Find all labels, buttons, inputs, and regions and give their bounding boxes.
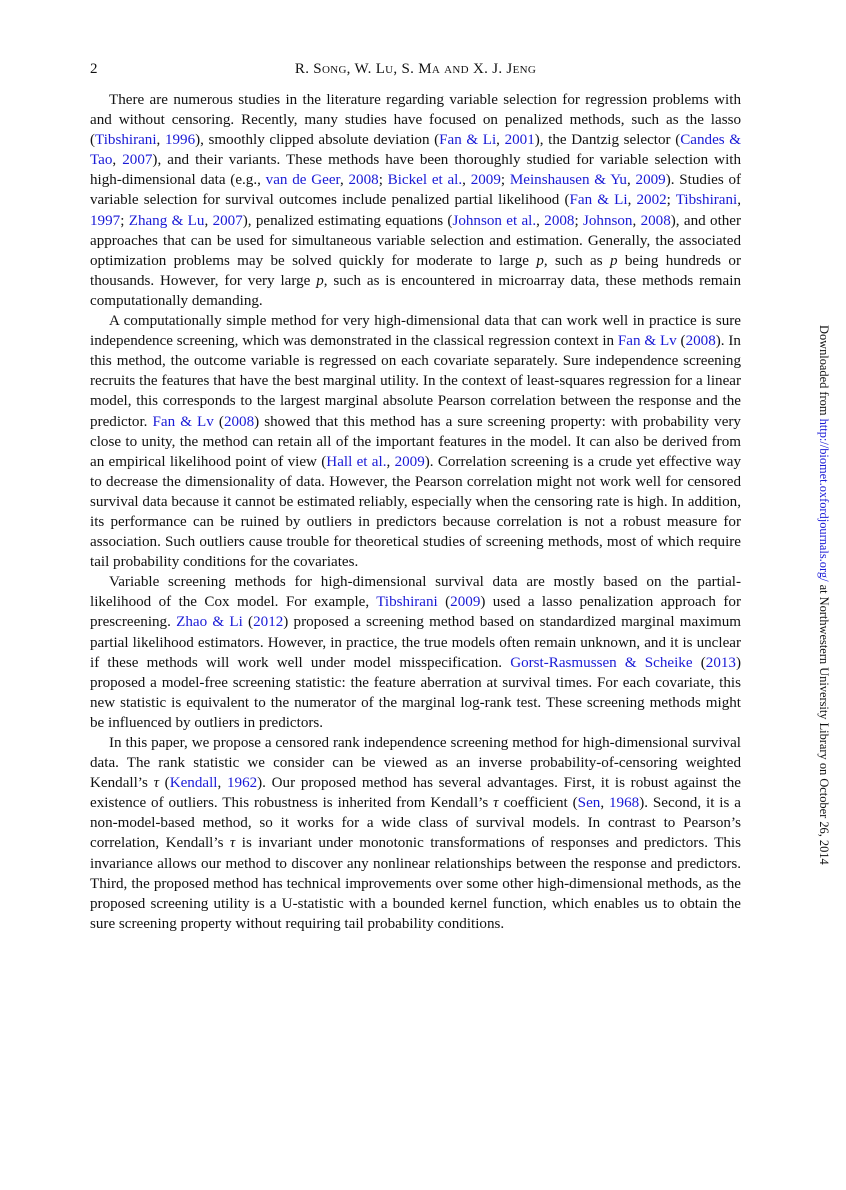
- citation-link[interactable]: 2008: [223, 413, 255, 430]
- citation-link[interactable]: Tibshirani: [95, 132, 157, 149]
- text-run: being hundreds or thousands. However, for very large: [90, 252, 741, 289]
- text-run: ,: [600, 795, 609, 812]
- text-run: ,: [536, 212, 545, 229]
- text-run: Variable screening methods for high-dimensional survival data are mostly based on the partial-likelihood of the Cox model. For example,: [90, 574, 741, 611]
- sidebar-suffix: at Northwestern University Library on October 26, 2014: [817, 581, 831, 865]
- text-run: ). Correlation screening is a crude yet effective way to decrease the dimensionality of data. However, the Pearson correlation might not work well for censored survival data because it cannot be estimated reliably, especially when the censoring rate is high. In addition, its performance can be ruined by outliers in predictors because correlation is not a robust measure for association. Such outliers cause trouble for theoretical studies of screening methods, most of which require tail probability conditions for the covariates.: [90, 453, 742, 571]
- text-run: ;: [666, 192, 676, 209]
- citation-link[interactable]: 2008: [685, 333, 716, 350]
- math-symbol: p: [316, 272, 324, 289]
- citation-link[interactable]: 1997: [90, 212, 121, 229]
- citation-link[interactable]: Sen: [577, 795, 601, 812]
- text-run: ). Our proposed method has several advantages. First, it is robust against the existence of outliers. This robustness is inherited from Kendall’s: [90, 775, 742, 812]
- text-run: ,: [627, 192, 637, 209]
- citation-link[interactable]: Kendall: [169, 775, 218, 792]
- citation-link[interactable]: 2009: [394, 453, 425, 470]
- math-symbol: p: [536, 252, 544, 269]
- math-symbol: p: [609, 252, 618, 269]
- text-run: ). Second, it is a non-model-based method, so it works for a wide class of survival models. In contrast to Pearson’s correlation, Kendall’s: [90, 795, 741, 852]
- text-run: ,: [386, 453, 395, 470]
- citation-link[interactable]: Johnson et al.: [452, 212, 537, 229]
- text-run: ;: [500, 172, 510, 189]
- citation-link[interactable]: Bickel et al.: [387, 172, 463, 189]
- citation-link[interactable]: Hall et al.: [326, 453, 387, 470]
- math-symbol: τ: [493, 795, 499, 812]
- text-run: ,: [462, 172, 471, 189]
- citation-link[interactable]: Zhao & Li: [176, 614, 243, 631]
- text-run: ;: [378, 172, 388, 189]
- citation-link[interactable]: 2002: [636, 192, 667, 209]
- citation-link[interactable]: 2009: [470, 172, 501, 189]
- text-run: ) used a lasso penalization approach for prescreening.: [90, 594, 741, 631]
- text-run: (: [437, 594, 451, 611]
- text-run: A computationally simple method for very high-dimensional data that can work well in practice is sure independence screening, which was demonstrated in the classical regression context in: [90, 313, 741, 350]
- paragraph-1: [90, 90, 741, 311]
- text-run: ,: [632, 212, 641, 229]
- text-run: ,: [112, 152, 123, 169]
- running-head: R. Song, W. Lu, S. Ma and X. J. Jeng: [294, 61, 537, 77]
- text-run: ), and their variants. These methods have been thoroughly studied for variable selection with high-dimensional data (e.g.,: [90, 152, 742, 189]
- citation-link[interactable]: Gorst-Rasmussen & Scheike: [510, 654, 693, 671]
- citation-link[interactable]: 2009: [450, 594, 481, 611]
- text-run: ), smoothly clipped absolute deviation (: [195, 132, 440, 149]
- text-run: , such as is encountered in microarray data, these methods remain computationally demanding.: [90, 272, 741, 309]
- citation-link[interactable]: Tibshirani: [675, 192, 738, 209]
- math-symbol: τ: [229, 835, 236, 852]
- sidebar-prefix: Downloaded from: [817, 325, 831, 419]
- text-run: (: [158, 775, 170, 792]
- citation-link[interactable]: 1968: [609, 795, 640, 812]
- text-run: ,: [626, 172, 636, 189]
- citation-link[interactable]: 2007: [212, 212, 243, 229]
- text-run: ) proposed a screening method based on standardized marginal maximum partial likelihood estimators. However, in practice, the true models often remain unknown, and it is unclear if these methods will work well under model misspecification.: [90, 614, 741, 671]
- text-run: ,: [496, 132, 505, 149]
- text-run: ,: [156, 132, 165, 149]
- math-symbol: τ: [153, 775, 159, 792]
- download-sidebar: [816, 325, 831, 865]
- citation-link[interactable]: Fan & Li: [569, 192, 628, 209]
- citation-link[interactable]: 2013: [705, 654, 736, 671]
- citation-link[interactable]: 2008: [544, 212, 575, 229]
- citation-link[interactable]: Candes & Tao: [90, 132, 742, 169]
- citation-link[interactable]: Tibshirani: [376, 594, 438, 611]
- citation-link[interactable]: 2007: [122, 152, 153, 169]
- text-run: (: [676, 333, 686, 350]
- text-run: ;: [120, 212, 129, 229]
- citation-link[interactable]: 2001: [504, 132, 535, 149]
- article-body: [90, 90, 741, 934]
- citation-link[interactable]: 2009: [635, 172, 666, 189]
- paragraph-4: [90, 733, 741, 934]
- sidebar-url-link[interactable]: http://biomet.oxfordjournals.org/: [817, 418, 831, 582]
- citation-link[interactable]: 2012: [253, 614, 284, 631]
- paragraph-2: [90, 311, 741, 572]
- citation-link[interactable]: Fan & Lv: [617, 333, 677, 350]
- text-run: ) showed that this method has a sure screening property: with probability very close to unity, the method can retain all of the important features in the model. It can also be derived from an empirical likelihood point of view (: [90, 413, 741, 470]
- text-run: ). Studies of variable selection for survival outcomes include penalized partial likelihood (: [90, 172, 742, 209]
- citation-link[interactable]: Fan & Lv: [152, 413, 214, 430]
- text-run: ,: [737, 192, 742, 209]
- citation-link[interactable]: Zhang & Lu: [128, 212, 205, 229]
- text-run: (: [692, 654, 706, 671]
- citation-link[interactable]: Meinshausen & Yu: [509, 172, 627, 189]
- citation-link[interactable]: Johnson: [582, 212, 633, 229]
- text-run: ) proposed a model-free screening statistic: the feature aberration at survival times. For each covariate, this new statistic is equivalent to the numerator of the marginal log-rank test. These screening methods might be influenced by outliers in predictors.: [90, 654, 741, 731]
- text-run: ). In this method, the outcome variable is regressed on each covariate separately. Sure independence screening recruits the features that have the best marginal utility. In the context of least-squares regression for a linear model, this corresponds to the largest marginal absolute Pearson correlation between the response and the predictor.: [90, 333, 741, 430]
- citation-link[interactable]: 1996: [164, 132, 196, 149]
- text-run: ,: [217, 775, 227, 792]
- citation-link[interactable]: 2008: [640, 212, 671, 229]
- text-run: There are numerous studies in the literature regarding variable selection for regression problems with and without censoring. Recently, many studies have focused on penalized methods, such as the lasso (: [90, 92, 741, 149]
- text-run: is invariant under monotonic transformations of responses and predictors. This invariance allows our method to discover any nonlinear relationships between the response and predictors. Third, the proposed method has technical improvements over some other high-dimensional methods, as the proposed screening utility is a U-statistic with a bounded kernel function, which enables us to obtain the sure screening property without requiring tail probability conditions.: [90, 835, 741, 932]
- text-run: (: [242, 614, 254, 631]
- citation-link[interactable]: van de Geer: [265, 172, 340, 189]
- citation-link[interactable]: 2008: [348, 172, 379, 189]
- text-run: coefficient (: [498, 795, 578, 812]
- citation-link[interactable]: 1962: [226, 775, 258, 792]
- paragraph-3: [90, 572, 741, 733]
- text-run: ), and other approaches that can be used for simultaneous variable selection and estimation. Generally, the associated optimization problems may be solved quickly for moderate to large: [90, 212, 742, 269]
- text-run: In this paper, we propose a censored rank independence screening method for high-dimensional survival data. The rank statistic we consider can be viewed as an inverse probability-of-censoring weighted Kendall’s: [90, 735, 741, 792]
- text-run: ), penalized estimating equations (: [242, 212, 453, 229]
- text-run: ,: [339, 172, 349, 189]
- text-run: ;: [574, 212, 583, 229]
- citation-link[interactable]: Fan & Li: [439, 132, 497, 149]
- page-number: 2: [90, 61, 98, 77]
- page-header: [90, 61, 741, 81]
- text-run: ,: [204, 212, 213, 229]
- text-run: , such as: [543, 252, 610, 269]
- text-run: (: [213, 413, 224, 430]
- text-run: ), the Dantzig selector (: [534, 132, 681, 149]
